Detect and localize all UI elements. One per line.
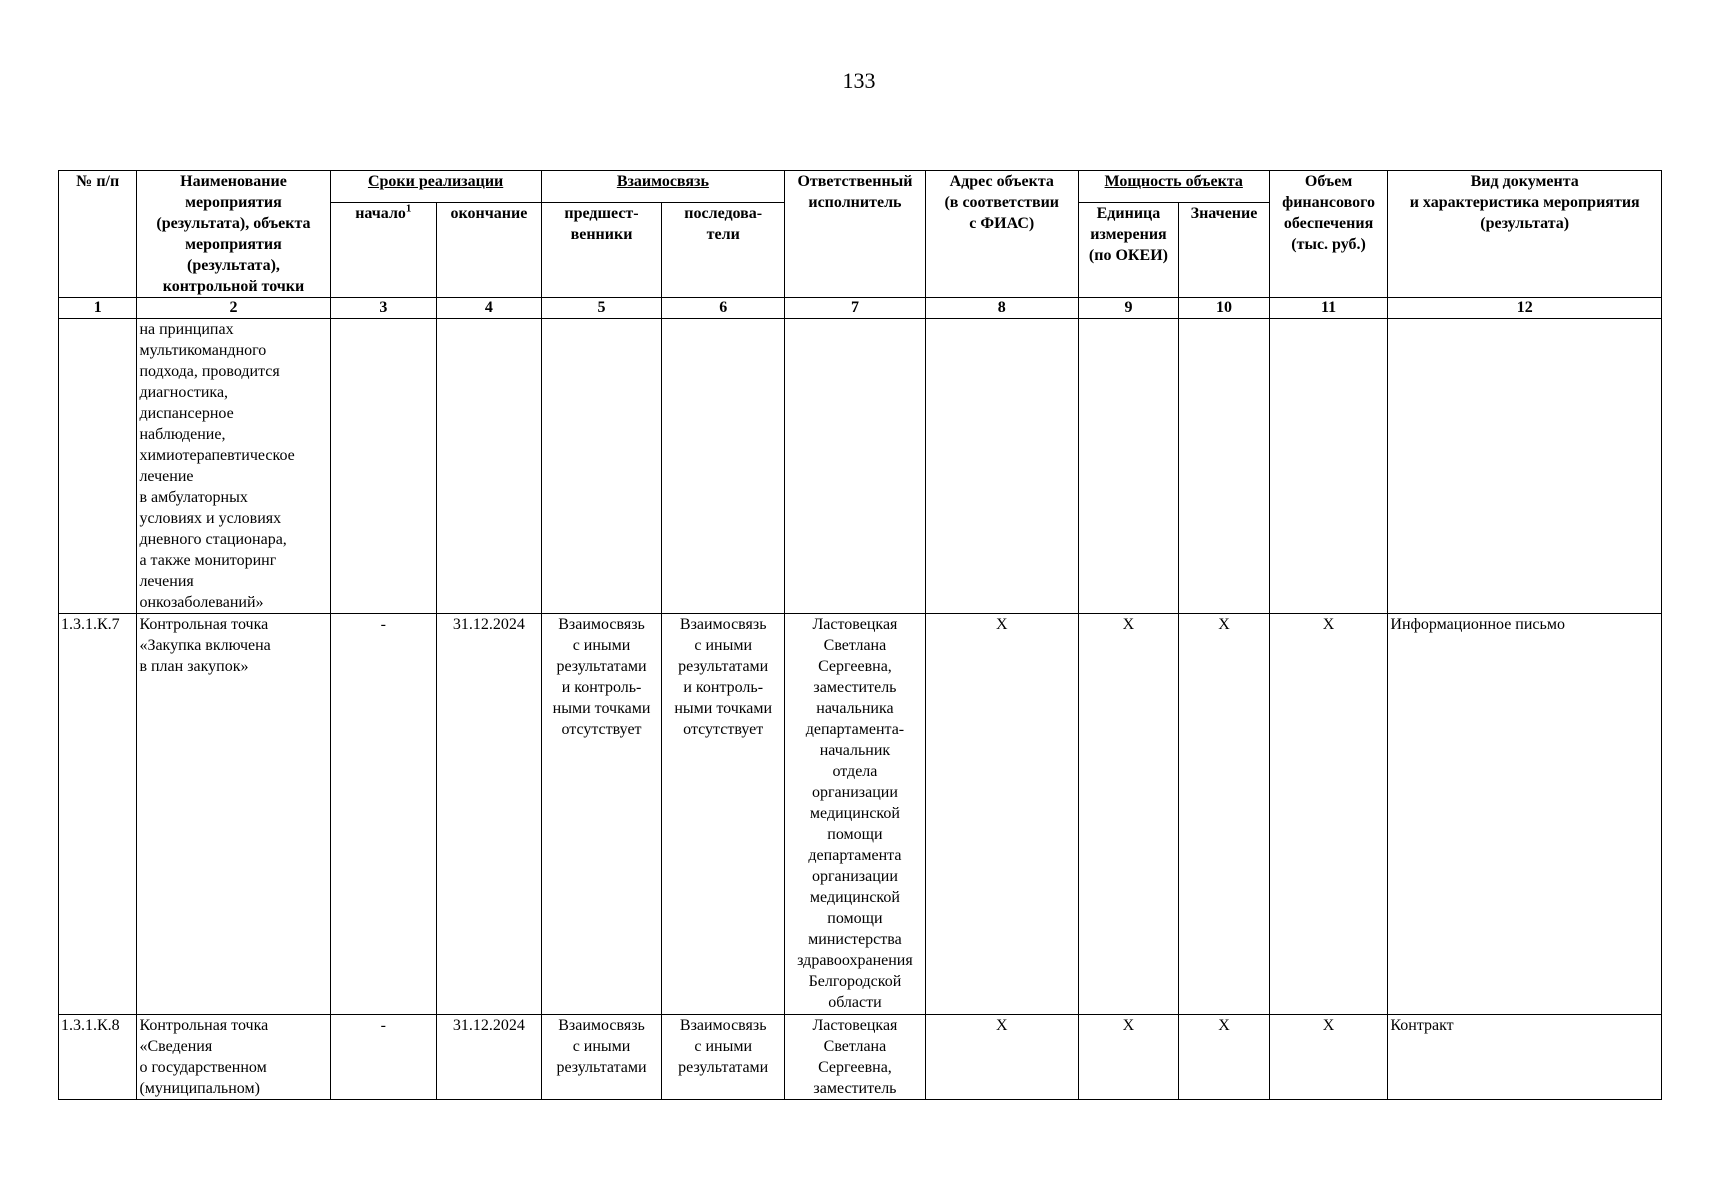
row-responsible: Ластовецкая Светлана Сергеевна, заместитель начальника департамента- начальник отдела организации медицинской помощи департамента организации медицинской помощи министерства здравоохранения Белгородской области [785,614,926,1015]
column-number-row [59,298,1662,319]
column-number: 1 [59,298,137,319]
row-start: - [330,614,437,1015]
header-finance: Объем финансового обеспечения (тыс. руб.) [1269,171,1388,298]
row-number [59,319,137,614]
row-name: на принципах мультикомандного подхода, проводится диагностика, диспансерное наблюдение, химиотерапевтическое лечение в амбулаторных условиях и условиях дневного стационара, а также мониторинг лечения онкозаболеваний» [137,319,330,614]
row-name: Контрольная точка «Закупка включена в план закупок» [137,614,330,1015]
row-value [1179,319,1270,614]
header-terms-group: Сроки реализации [330,171,541,203]
header-successors: последова- тели [662,203,785,298]
header-row-1 [59,171,1662,203]
measures-table [58,170,1662,1100]
row-successors: Взаимосвязь с иными результатами и контроль- ными точками отсутствует [662,614,785,1015]
header-address: Адрес объекта (в соответствии с ФИАС) [925,171,1078,298]
row-successors [662,319,785,614]
row-finance: Х [1269,614,1388,1015]
row-end: 31.12.2024 [437,1015,542,1100]
row-unit [1078,319,1179,614]
row-responsible [785,319,926,614]
column-number: 4 [437,298,542,319]
row-address: Х [925,1015,1078,1100]
row-predecessors: Взаимосвязь с иными результатами [541,1015,662,1100]
row-doc: Информационное письмо [1388,614,1662,1015]
row-responsible: Ластовецкая Светлана Сергеевна, заместитель [785,1015,926,1100]
row-start: - [330,1015,437,1100]
row-finance: Х [1269,1015,1388,1100]
row-unit: Х [1078,1015,1179,1100]
row-end [437,319,542,614]
column-number: 9 [1078,298,1179,319]
row-value: Х [1179,1015,1270,1100]
column-number: 2 [137,298,330,319]
page-number: 133 [842,68,876,93]
row-end: 31.12.2024 [437,614,542,1015]
header-link-group: Взаимосвязь [541,171,784,203]
row-successors: Взаимосвязь с иными результатами [662,1015,785,1100]
header-responsible: Ответственный исполнитель [785,171,926,298]
header-start: начало$^1$ [330,203,437,298]
header-value: Значение [1179,203,1270,298]
row-start [330,319,437,614]
column-number: 10 [1179,298,1270,319]
column-number: 6 [662,298,785,319]
row-unit: Х [1078,614,1179,1015]
header-capacity-group: Мощность объекта [1078,171,1269,203]
row-finance [1269,319,1388,614]
column-number: 3 [330,298,437,319]
header-predecessors: предшест- венники [541,203,662,298]
header-unit: Единица измерения (по ОКЕИ) [1078,203,1179,298]
header-end: окончание [437,203,542,298]
row-predecessors [541,319,662,614]
row-number: 1.3.1.К.7 [59,614,137,1015]
row-doc [1388,319,1662,614]
row-number: 1.3.1.К.8 [59,1015,137,1100]
header-doc-type: Вид документа и характеристика мероприятия (результата) [1388,171,1662,298]
header-number: № п/п [59,171,137,298]
column-number: 7 [785,298,926,319]
column-number: 8 [925,298,1078,319]
column-number: 5 [541,298,662,319]
row-doc: Контракт [1388,1015,1662,1100]
column-number: 11 [1269,298,1388,319]
table-row [59,1015,1662,1100]
row-address [925,319,1078,614]
footnote-marker: 1 [405,203,412,216]
header-name: Наименование мероприятия (результата), объекта мероприятия (результата), контрольной точки [137,171,330,298]
row-address: Х [925,614,1078,1015]
table-row [59,614,1662,1015]
row-value: Х [1179,614,1270,1015]
row-name: Контрольная точка «Сведения о государственном (муниципальном) [137,1015,330,1100]
row-predecessors: Взаимосвязь с иными результатами и контроль- ными точками отсутствует [541,614,662,1015]
table-row [59,319,1662,614]
column-number: 12 [1388,298,1662,319]
